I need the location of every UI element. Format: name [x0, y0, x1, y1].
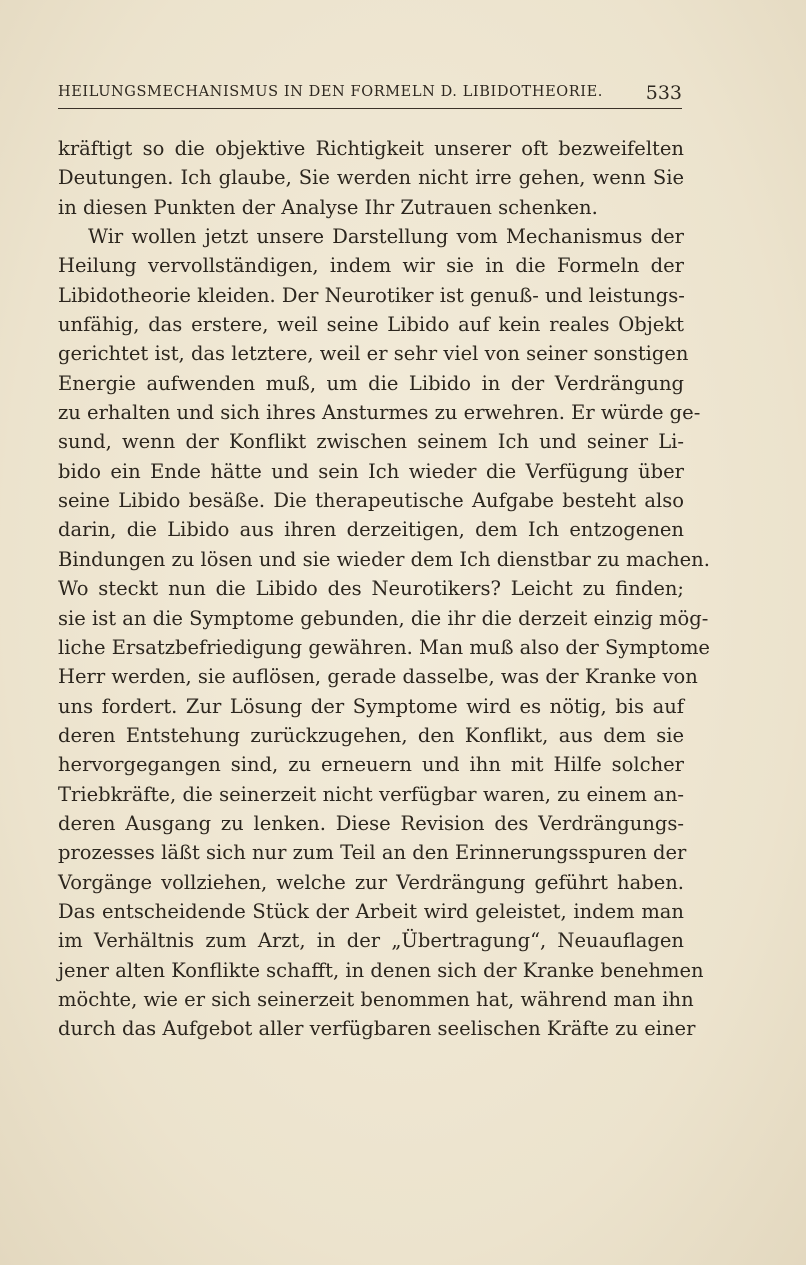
text-line: liche Ersatzbefriedigung gewähren. Man muß also der Symptome — [58, 635, 710, 659]
text-line: jener alten Konflikte schafft, in denen sich der Kranke benehmen — [58, 958, 704, 982]
text-line: bido ein Ende hätte und sein Ich wieder die Verfügung über — [58, 459, 684, 483]
text-line: Wir wollen jetzt unsere Darstellung vom Mechanismus der — [88, 225, 684, 249]
text-line: zu erhalten und sich ihres Ansturmes zu erwehren. Er würde ge- — [58, 401, 701, 425]
running-head — [58, 80, 682, 106]
text-line: seine Libido besäße. Die therapeutische Aufgabe besteht also — [58, 489, 684, 513]
text-line: Libidotheorie kleiden. Der Neurotiker ist genuß- und leistungs- — [58, 283, 685, 307]
text-line: im Verhältnis zum Arzt, in der „Übertragung“, Neuauflagen — [58, 929, 684, 953]
text-line: Herr werden, sie auflösen, gerade dasselbe, was der Kranke von — [58, 665, 698, 689]
running-head-title: HEILUNGSMECHANISMUS IN DEN FORMELN D. LIBIDOTHEORIE. — [58, 84, 603, 100]
text-line: Energie aufwenden muß, um die Libido in der Verdrängung — [58, 371, 684, 395]
text-line: Heilung vervollständigen, indem wir sie in die Formeln der — [58, 254, 684, 278]
text-line: prozesses läßt sich nur zum Teil an den Erinnerungsspuren der — [58, 841, 687, 865]
text-line: möchte, wie er sich seinerzeit benommen hat, während man ihn — [58, 987, 694, 1011]
text-line: darin, die Libido aus ihren derzeitigen, dem Ich entzogenen — [58, 518, 684, 542]
text-line: unfähig, das erstere, weil seine Libido auf kein reales Objekt — [58, 313, 684, 337]
text-line: Wo steckt nun die Libido des Neurotikers? Leicht zu finden; — [58, 577, 684, 601]
text-line: deren Entstehung zurückzugehen, den Konflikt, aus dem sie — [58, 723, 684, 747]
text-line: durch das Aufgebot aller verfügbaren seelischen Kräfte zu einer — [58, 1017, 696, 1041]
text-line: Das entscheidende Stück der Arbeit wird geleistet, indem man — [58, 899, 684, 923]
page-number: 533 — [645, 82, 682, 104]
text-line: sie ist an die Symptome gebunden, die ihr die derzeit einzig mög- — [58, 606, 709, 630]
text-line: in diesen Punkten der Analyse Ihr Zutrauen schenken. — [58, 195, 598, 219]
text-line: kräftigt so die objektive Richtigkeit unserer oft bezweifelten — [58, 137, 684, 160]
body-text — [58, 134, 710, 1044]
text-line: Vorgänge vollziehen, welche zur Verdrängung geführt haben. — [58, 870, 684, 894]
text-line: sund, wenn der Konflikt zwischen seinem Ich und seiner Li- — [58, 430, 684, 454]
text-line: Deutungen. Ich glaube, Sie werden nicht irre gehen, wenn Sie — [58, 166, 684, 190]
header-rule — [58, 108, 682, 109]
text-line: Triebkräfte, die seinerzeit nicht verfügbar waren, zu einem an- — [58, 782, 684, 806]
text-line: uns fordert. Zur Lösung der Symptome wird es nötig, bis auf — [58, 694, 684, 718]
text-line: Bindungen zu lösen und sie wieder dem Ich dienstbar zu machen. — [58, 547, 710, 571]
text-line: gerichtet ist, das letztere, weil er sehr viel von seiner sonstigen — [58, 342, 689, 366]
text-line: deren Ausgang zu lenken. Diese Revision des Verdrängungs- — [58, 811, 684, 835]
text-line: hervorgegangen sind, zu erneuern und ihn mit Hilfe solcher — [58, 753, 684, 777]
